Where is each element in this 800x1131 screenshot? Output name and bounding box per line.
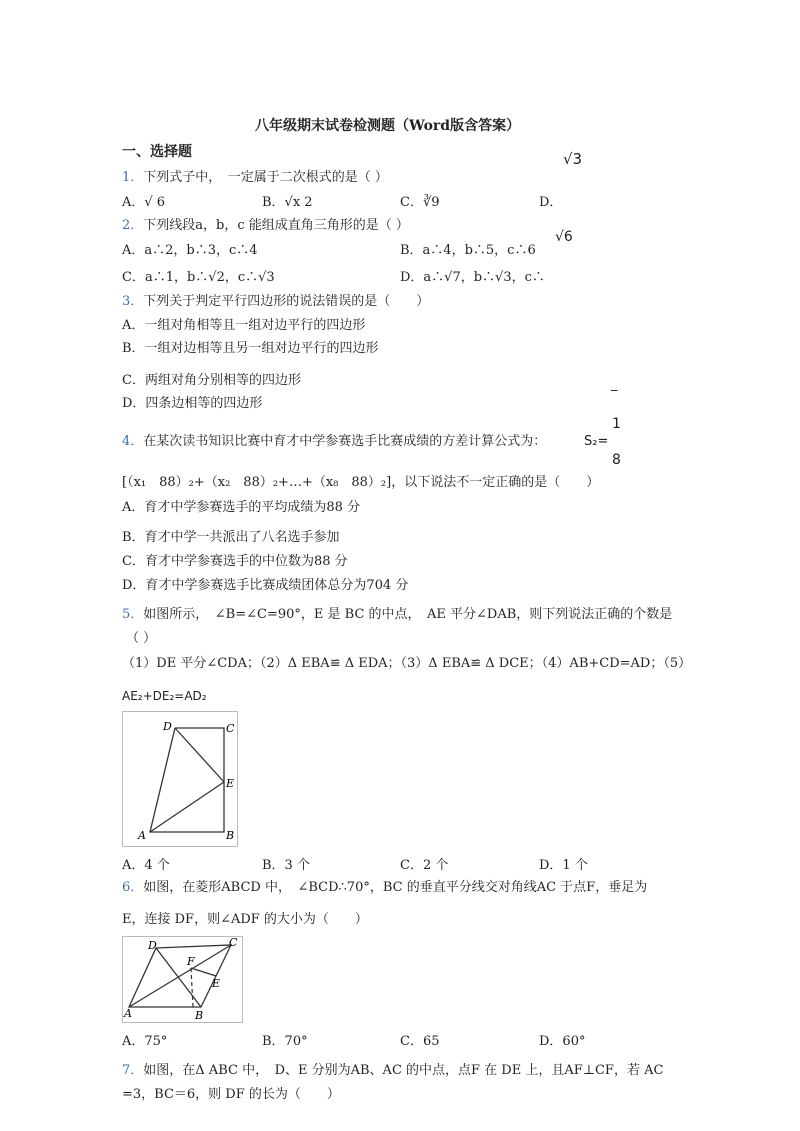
q3-option-d: D．四条边相等的四边形 [122,396,263,411]
frac-denominator: 8 [612,452,621,468]
q6-label-d: D [148,939,157,952]
q4-option-c: C．育才中学参赛选手的中位数为88 分 [122,554,348,569]
q6-label-f: F [187,955,195,968]
q2-text: 下列线段a，b，c 能组成直角三角形的是（ ） [143,218,409,233]
q6-option-a: A．75° [122,1034,168,1049]
q1-number: 1． [122,170,144,185]
q2-option-a: A．a∴2，b∴3，c∴4 [122,243,258,258]
q1-option-b: B．√x 2 [262,195,313,210]
float-sqrt3: √3 [563,150,583,168]
q4-option-a: A．育才中学参赛选手的平均成绩为88 分 [122,500,361,515]
q7-number: 7． [122,1063,144,1078]
q4-variance-symbol: S₂= [584,434,609,449]
q6-label-c: C [229,937,238,949]
q3-option-b: B．一组对边相等且另一组对边平行的四边形 [122,341,379,356]
q4-option-b: B．育才中学一共派出了八名选手参加 [122,530,340,545]
q6-stem [122,880,647,896]
q5-option-c: C．2 个 [400,858,449,873]
q3-text: 下列关于判定平行四边形的说法错误的是（ ） [143,294,430,309]
q3-option-c: C．两组对角分别相等的四边形 [122,373,301,388]
q2-stem [122,218,409,234]
q5-label-e: E [226,777,235,790]
q4-stem [122,434,546,450]
q1-option-c: C．∛9 [400,195,440,210]
q1-option-a: A．√ 6 [122,195,166,210]
q7-stem-2: =3，BC＝6，则 DF 的长为（ ） [122,1087,340,1102]
q4-formula: [（x₁ 88）₂+（x₂ 88）₂+…+（x₈ 88）₂]，以下说法不一定正确的是（ ） [122,475,600,490]
q3-stem [122,294,429,310]
q4-number: 4． [122,434,144,449]
q7-stem [122,1063,663,1079]
q4-text: 在某次读书知识比赛中育才中学参赛选手比赛成绩的方差计算公式为： [143,434,547,449]
q1-option-d: D． [539,195,563,210]
q2-option-d: D．a∴√7，b∴√3，c∴ [400,270,545,285]
q6-number: 6． [122,880,144,895]
q3-option-a: A．一组对角相等且一组对边平行的四边形 [122,318,366,333]
q2-number: 2． [122,218,144,233]
q6-stem-2: E，连接 DF，则∠ADF 的大小为（ ） [122,912,368,927]
q6-label-e: E [212,977,221,990]
page-title: 八年级期末试卷检测题（Word版含答案） [255,118,521,134]
q6-label-a: A [124,1007,132,1020]
q5-label-a: A [138,829,146,842]
q2-option-b: B．a∴4，b∴5，c∴6 [400,243,536,258]
q6-figure [122,936,243,1023]
q6-text: 如图，在菱形ABCD 中， ∠BCD∴70°，BC 的垂直平分线交对角线AC 于点F，垂足为 [143,880,648,895]
q1-stem [122,170,388,186]
q5-label-b: B [226,829,235,842]
q5-label-c: C [226,722,235,735]
q5-option-b: B．3 个 [262,858,310,873]
q6-option-b: B．70° [262,1034,308,1049]
q3-number: 3． [122,294,144,309]
float-dash: _ [611,377,618,392]
q5-statements: （1）DE 平分∠CDA；（2）Δ EBA≌ Δ EDA；（3）Δ EBA≌ Δ DCE；（4）AB+CD=AD；（5） [122,656,692,671]
q5-text: 如图所示， ∠B=∠C=90°，E 是 BC 的中点， AE 平分∠DAB，则下列说法正确的个数是 [143,607,673,622]
q7-text: 如图，在Δ ABC 中， D、E 分别为AB、AC 的中点，点F 在 DE 上，且AF⊥CF，若 AC [143,1063,664,1078]
q5-label-d: D [163,720,172,733]
frac-numerator: 1 [612,416,621,432]
q6-option-c: C．65 [400,1034,440,1049]
section-heading: 一、选择题 [122,144,192,160]
q5-paren: （ ） [126,631,157,646]
q5-figure [122,711,238,847]
q6-option-d: D．60° [539,1034,586,1049]
q5-statement-5: AE₂+DE₂=AD₂ [122,689,207,703]
q6-label-b: B [195,1009,204,1022]
q4-option-d: D．育才中学参赛选手比赛成绩团体总分为704 分 [122,578,409,593]
q1-text: 下列式子中， 一定属于二次根式的是（ ） [143,170,388,185]
q5-option-d: D．1 个 [539,858,588,873]
q5-number: 5． [122,607,144,622]
float-sqrt6: √6 [555,229,573,245]
q5-stem [122,607,672,623]
q2-option-c: C．a∴1，b∴√2，c∴√3 [122,270,275,285]
q5-option-a: A．4 个 [122,858,170,873]
